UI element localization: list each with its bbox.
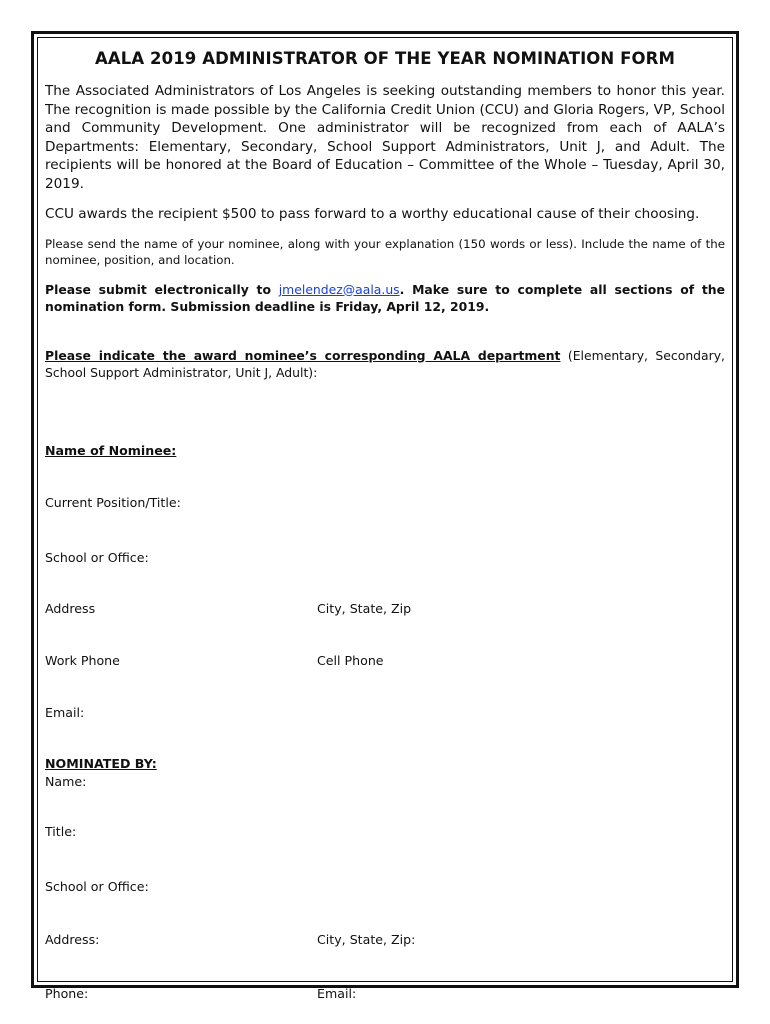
department-prompt [45,347,725,381]
nominator-phone-label: Phone: [45,986,89,1001]
intro-paragraph: The Associated Administrators of Los Angeles is seeking outstanding members to honor this year. The recognition is made possible by the California Credit Union (CCU) and Gloria Rogers, VP, School and Community Development. One administrator will be recognized from each of AALA’s Departments: Elementary, Secondary, School Support Administrators, Unit J, and Adult. The recipients will be honored at the Board of Education – Committee of the Whole – Tuesday, April 30, 2019. [45,83,725,192]
department-options: (Elementary, Secondary, School Support Administrator, Unit J, Adult): [45,347,725,380]
nominee-school-label: School or Office: [45,550,149,565]
nominee-position-label: Current Position/Title: [45,495,181,510]
nominee-cell-phone-label: Cell Phone [317,653,384,668]
nominator-title-label: Title: [45,824,77,839]
nominee-address-label: Address [45,601,96,616]
nominator-name-label: Name: [45,774,87,789]
nominator-heading: NOMINATED BY: [45,756,157,771]
award-paragraph: CCU awards the recipient $500 to pass forward to a worthy educational cause of their choosing. [45,206,700,222]
nominator-email-label: Email: [317,986,357,1001]
nominee-city-label: City, State, Zip [317,601,412,616]
nominee-work-phone-label: Work Phone [45,653,120,668]
submit-prefix: Please submit electronically to [45,281,279,297]
nominator-city-label: City, State, Zip: [317,932,416,947]
submit-email-link[interactable]: jmelendez@aala.us [278,281,400,297]
nominee-email-label: Email: [45,705,85,720]
nominator-school-label: School or Office: [45,879,149,894]
submit-suffix: . Make sure to complete all sections of the nomination form. Submission deadline is Friday, April 12, 2019. [45,281,725,314]
department-label: Please indicate the award nominee’s corresponding AALA department [45,347,561,363]
submission-paragraph [45,281,725,315]
nominee-heading: Name of Nominee: [45,443,177,458]
form-title: AALA 2019 ADMINISTRATOR OF THE YEAR NOMINATION FORM [94,49,676,68]
nominator-address-label: Address: [45,932,100,947]
instructions-paragraph: Please send the name of your nominee, along with your explanation (150 words or less). Include the name of the nominee, position, and location. [45,236,725,267]
nomination-form [45,45,725,995]
